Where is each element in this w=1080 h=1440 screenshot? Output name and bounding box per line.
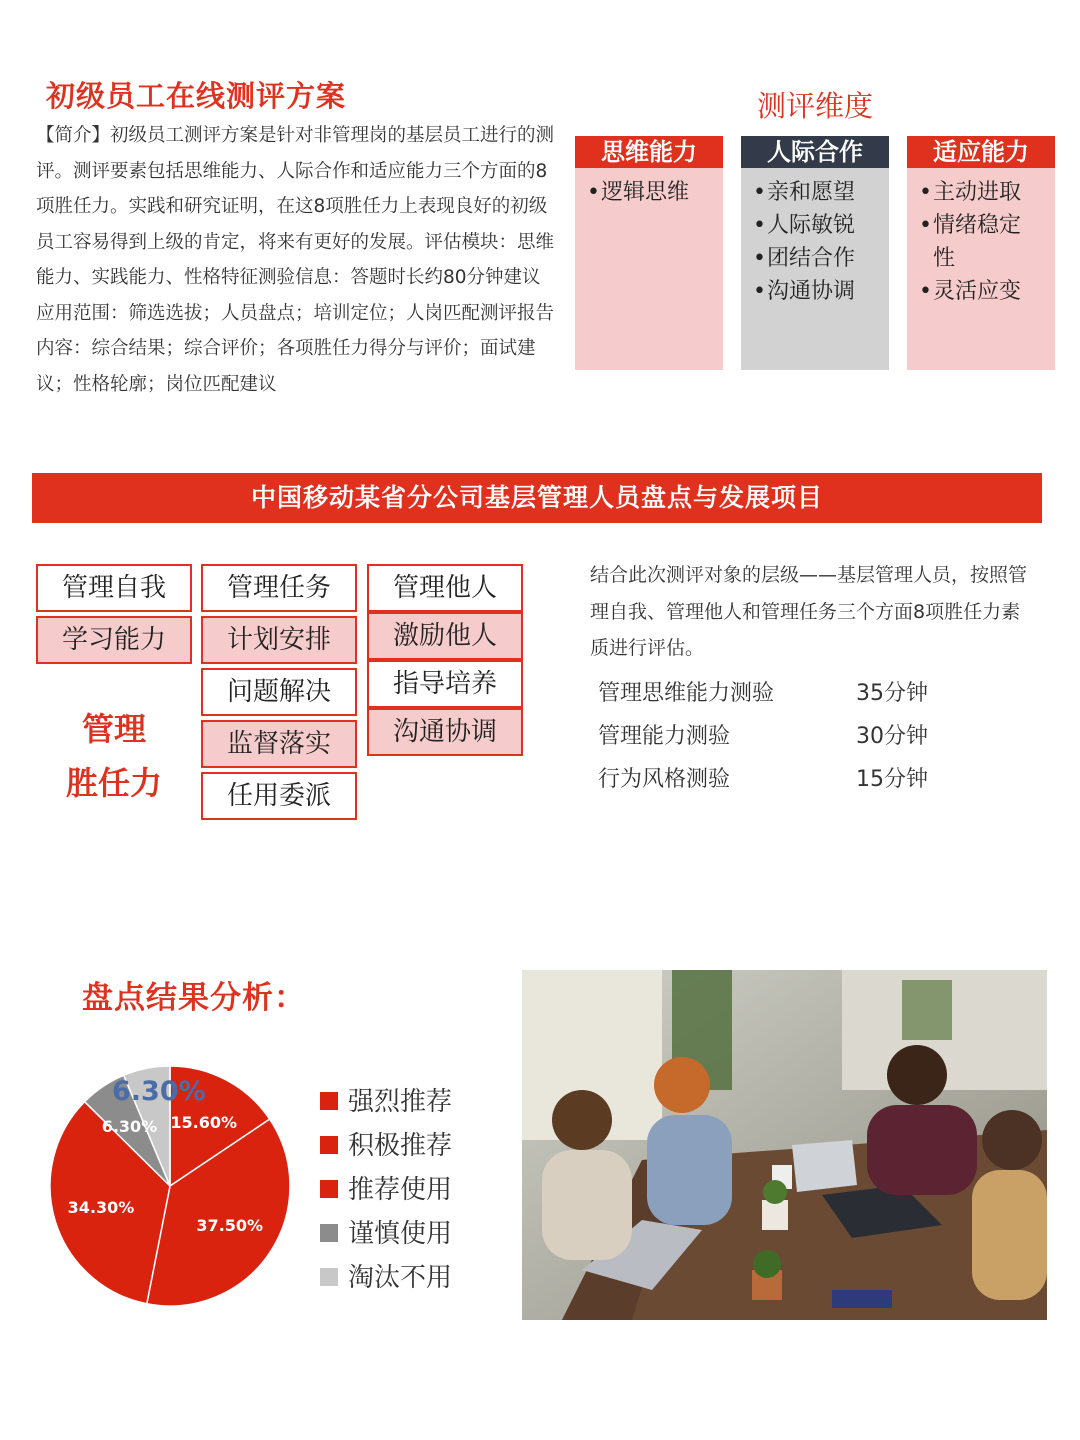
competency-item: 沟通协调 — [367, 708, 523, 756]
competency-label-line2: 胜任力 — [65, 764, 162, 802]
competency-item: 计划安排 — [201, 616, 357, 664]
legend-item — [320, 1216, 452, 1252]
test-row — [598, 762, 928, 793]
dimension-head: 适应能力 — [907, 136, 1055, 168]
dimension-item: • 人际敏锐 — [753, 209, 885, 242]
legend-label: 淘汰不用 — [348, 1263, 453, 1293]
legend-swatch — [320, 1224, 338, 1242]
competency-item: 任用委派 — [201, 772, 357, 820]
competency-label-line1: 管理 — [81, 710, 146, 748]
legend-item — [320, 1260, 452, 1296]
legend-item — [320, 1172, 452, 1208]
dimension-column-thinking — [575, 136, 723, 370]
dimension-head: 思维能力 — [575, 136, 723, 168]
dimension-column-adaptability — [907, 136, 1055, 370]
dimension-item: • 主动进取 — [919, 176, 1029, 209]
dimension-item: • 情绪稳定性 — [919, 209, 1029, 275]
legend-label: 强烈推荐 — [348, 1087, 453, 1117]
dimensions-title: 测评维度 — [756, 89, 873, 123]
dimension-item: • 沟通协调 — [753, 275, 885, 308]
test-time: 35分钟 — [856, 681, 928, 706]
dimension-head: 人际合作 — [741, 136, 889, 168]
test-name: 管理能力测验 — [598, 724, 731, 749]
pie-data-label: 15.60% — [170, 1112, 238, 1132]
pie-data-label: 6.30% — [101, 1116, 158, 1136]
test-time: 30分钟 — [856, 724, 928, 749]
results-title: 盘点结果分析： — [82, 980, 306, 1016]
dimension-item: • 亲和愿望 — [753, 176, 885, 209]
pie-overlay-label: 6.30% — [112, 1076, 206, 1107]
competency-item: 学习能力 — [36, 616, 192, 664]
test-row — [598, 676, 928, 707]
pie-data-label: 37.50% — [196, 1216, 264, 1236]
test-row — [598, 719, 928, 750]
dimension-item: • 灵活应变 — [919, 275, 1029, 308]
dimension-item: • 逻辑思维 — [587, 176, 719, 209]
test-name: 行为风格测验 — [598, 767, 731, 792]
legend-label: 谨慎使用 — [348, 1219, 453, 1249]
pie-data-label: 34.30% — [67, 1197, 135, 1217]
legend-swatch — [320, 1092, 338, 1110]
competency-item: 激励他人 — [367, 612, 523, 660]
legend-item — [320, 1084, 452, 1120]
competency-item: 指导培养 — [367, 660, 523, 708]
legend-swatch — [320, 1136, 338, 1154]
competency-head-others: 管理他人 — [367, 564, 523, 612]
legend-swatch — [320, 1268, 338, 1286]
dimension-item: • 团结合作 — [753, 242, 885, 275]
competency-item: 监督落实 — [201, 720, 357, 768]
competency-item: 问题解决 — [201, 668, 357, 716]
competency-label — [50, 702, 178, 810]
dimension-column-interpersonal — [741, 136, 889, 370]
team-meeting-photo — [522, 970, 1047, 1320]
test-name: 管理思维能力测验 — [598, 681, 775, 706]
project-banner: 中国移动某省分公司基层管理人员盘点与发展项目 — [32, 473, 1042, 523]
section1-title: 初级员工在线测评方案 — [46, 79, 347, 113]
legend-label: 推荐使用 — [348, 1175, 453, 1205]
test-time: 15分钟 — [856, 767, 928, 792]
competency-head-task: 管理任务 — [201, 564, 357, 612]
legend-swatch — [320, 1180, 338, 1198]
legend-label: 积极推荐 — [348, 1131, 453, 1161]
legend-item — [320, 1128, 452, 1164]
section1-intro-text: 【简介】初级员工测评方案是针对非管理岗的基层员工进行的测评。测评要素包括思维能力、人际合作和适应能力三个方面的8项胜任力。实践和研究证明，在这8项胜任力上表现良好的初级员工容易得到上级的肯定，将来有更好的发展。评估模块：思维能力、实践能力、性格特征测验信息：答题时长约80分钟建议应用范围：筛选选拔；人员盘点；培训定位；人岗匹配测评报告内容：综合结果；综合评价；各项胜任力得分与评价；面试建议；性格轮廓；岗位匹配建议 — [36, 125, 555, 395]
competency-head-self: 管理自我 — [36, 564, 192, 612]
meeting-illustration — [522, 970, 1047, 1320]
assessment-description: 结合此次测评对象的层级——基层管理人员，按照管理自我、管理他人和管理任务三个方面8项胜任力素质进行评估。 — [590, 564, 1028, 659]
